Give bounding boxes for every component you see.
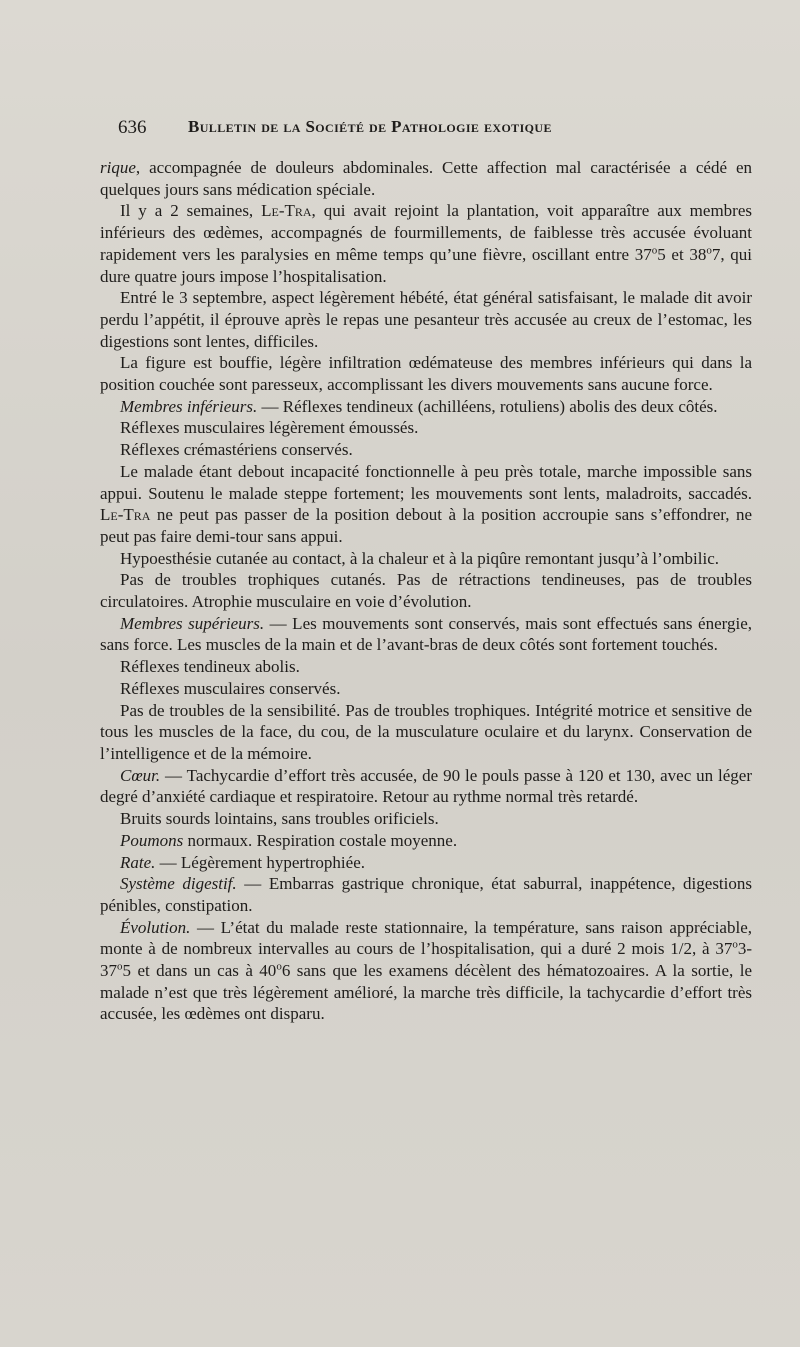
paragraph-text: 6 sans que les examens décèlent des hématozoaires. A la sortie, le malade n’est que très légèrement amélioré, la marche très difficile, la tachycardie d’effort très accusée, les œdèmes ont disparu. xyxy=(100,961,752,1024)
paragraph xyxy=(100,873,752,916)
paragraph-text: — L’état du malade reste stationnaire, la température, sans raison appréciable, monte à de nombreux intervalles au cours de l’hospitalisation, qui a duré 2 mois 1/2, à 37 xyxy=(100,917,752,959)
paragraph-text: , accompagnée de douleurs abdominales. Cette affection mal caractérisée a cédé en quelques jours sans médication spéciale. xyxy=(100,158,752,199)
paragraph-text: — Légèrement hypertrophiée. xyxy=(155,852,365,872)
paragraph-text: 5 et 38 xyxy=(657,244,707,264)
paragraph xyxy=(100,200,752,287)
paragraph-text: — Réflexes tendineux (achilléens, rotuliens) abolis des deux côtés. xyxy=(257,396,718,416)
italic-text: rique xyxy=(100,158,136,177)
paragraph xyxy=(100,765,752,808)
paragraph xyxy=(100,830,752,852)
paragraph-text: 7, qui dure quatre jours impose l’hospitalisation. xyxy=(100,244,752,286)
paragraph-text: normaux. Respiration costale moyenne. xyxy=(183,830,458,850)
running-title: Bulletin de la Société de Pathologie exotique xyxy=(188,117,552,136)
degree-superscript: o xyxy=(117,960,123,973)
page-header xyxy=(118,113,658,143)
paragraph: Bruits sourds lointains, sans troubles orificiels. xyxy=(120,809,439,829)
section-label: Rate. xyxy=(120,852,156,872)
paragraph: Entré le 3 septembre, aspect légèrement hébété, état général satisfaisant, le malade dit avoir perdu l’appétit, il éprouve après le repas une pesanteur très accusée au creux de l’estomac, les digestions sont lentes, difficiles. xyxy=(100,288,752,351)
paragraph xyxy=(100,396,752,418)
degree-superscript: o xyxy=(651,244,658,257)
section-label: Membres inférieurs. xyxy=(120,396,258,416)
paragraph-text: , qui avait rejoint la plantation, voit apparaître aux membres inférieurs des œdèmes, accompagnés de fourmillements, de faiblesse très accusée évoluant rapidement vers les paralysies en même temps qu’une fièvre, oscillant entre 37 xyxy=(100,201,752,264)
paragraph-text: — Les mouvements sont conservés, mais sont effectués sans énergie, sans force. Les muscles de la main et de l’avant-bras de deux côtés sont fortement touchés. xyxy=(100,613,753,655)
paragraph: Réflexes tendineux abolis. xyxy=(120,657,300,677)
paragraph-text: Le malade étant debout incapacité fonctionnelle à peu près totale, marche impossible sans appui. Soutenu le malade steppe fortement; les mouvements sont lents, maladroits, saccadés. xyxy=(100,461,752,503)
paragraph: La figure est bouffie, légère infiltration œdémateuse des membres inférieurs qui dans la position couchée sont paresseux, accomplissant les divers mouvements sans aucune force. xyxy=(100,353,752,395)
paragraph: Pas de troubles de la sensibilité. Pas de troubles trophiques. Intégrité motrice et sensitive de tous les muscles de la face, du cou, de la musculature oculaire et du larynx. Conservation de l’intelligence et de la mémoire. xyxy=(100,700,752,763)
patient-name: Le-Tra xyxy=(100,505,151,525)
paragraph: Réflexes musculaires conservés. xyxy=(120,678,341,698)
paragraph xyxy=(100,157,752,200)
section-label: Cœur. xyxy=(120,765,161,785)
paragraph-text: — Tachycardie d’effort très accusée, de 90 le pouls passe à 120 et 130, avec un léger degré d’anxiété cardiaque et respiratoire. Retour au rythme normal très retardé. xyxy=(100,765,752,807)
section-label: Poumons xyxy=(120,830,184,850)
paragraph: Réflexes crémastériens conservés. xyxy=(120,440,353,460)
paragraph-text: 5 et dans un cas à 40 xyxy=(122,961,277,981)
paragraph xyxy=(100,917,752,1026)
paragraph-text: 3-37 xyxy=(100,939,752,981)
section-label: Évolution. xyxy=(120,917,191,937)
section-label: Système digestif. xyxy=(120,874,237,894)
paragraph xyxy=(100,852,752,874)
paragraph: Réflexes musculaires légèrement émoussés. xyxy=(120,418,419,438)
paragraph-text: — Embarras gastrique chronique, état saburral, inappétence, digestions pénibles, constipation. xyxy=(100,874,752,915)
paragraph: Hypoesthésie cutanée au contact, à la chaleur et à la piqûre remontant jusqu’à l’ombilic. xyxy=(120,548,720,568)
patient-name: Le-Tra xyxy=(261,201,312,221)
degree-superscript: o xyxy=(276,960,282,973)
degree-superscript: o xyxy=(706,244,712,257)
paragraph-text: Il y a 2 semaines, xyxy=(120,201,262,221)
section-label: Membres supérieurs. xyxy=(120,613,265,633)
degree-superscript: o xyxy=(732,938,738,951)
paragraph-text: ne peut pas passer de la position debout à la position accroupie sans s’effondrer, ne peut pas faire demi-tour sans appui. xyxy=(100,505,752,546)
paragraph: Pas de troubles trophiques cutanés. Pas de rétractions tendineuses, pas de troubles circulatoires. Atrophie musculaire en voie d’évolution. xyxy=(100,570,752,612)
paragraph xyxy=(100,613,752,656)
article-body xyxy=(100,157,752,1025)
paragraph xyxy=(100,461,752,548)
page-number: 636 xyxy=(118,117,147,138)
